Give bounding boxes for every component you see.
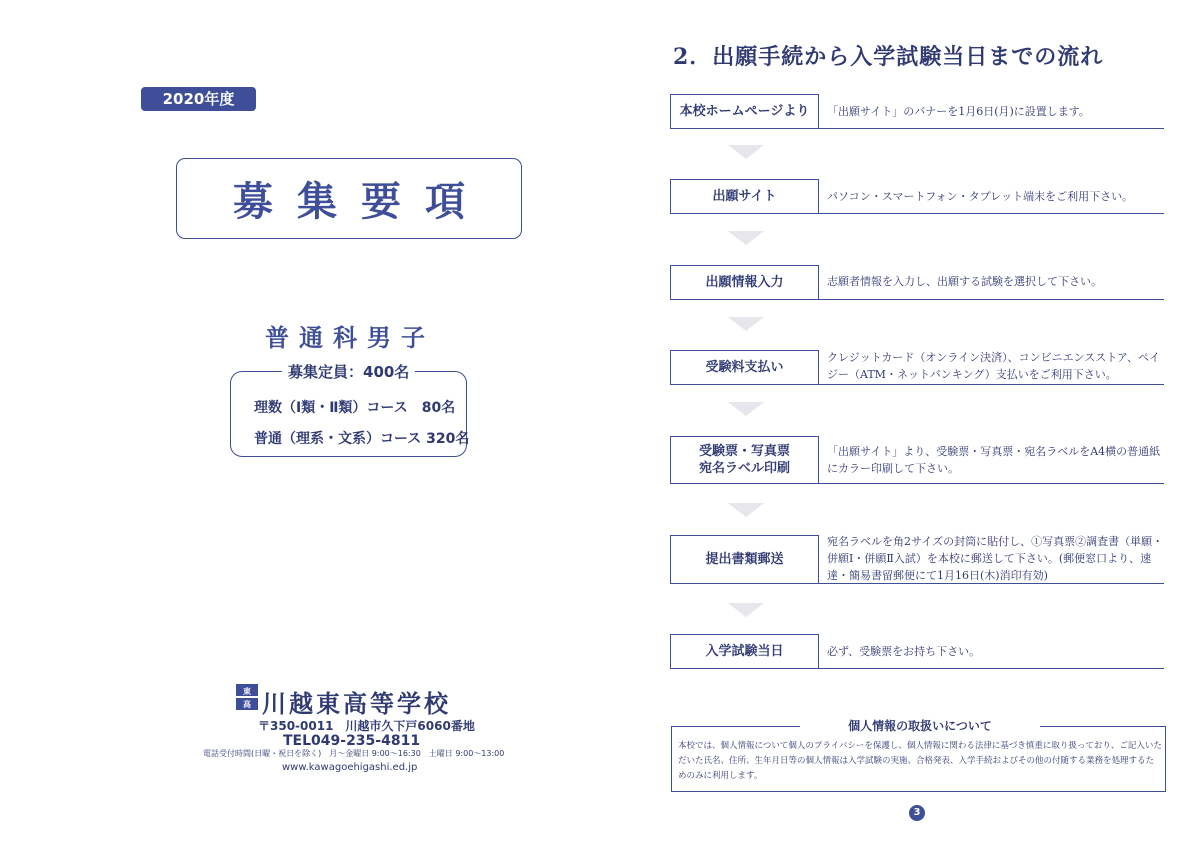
step-divider (819, 299, 1164, 300)
course-item: 理数（Ⅰ類・Ⅱ類）コース 80名 (254, 400, 456, 416)
course-item: 普通（理系・文系）コース 320名 (254, 431, 470, 447)
step-label: 受験票・写真票 宛名ラベル印刷 (670, 436, 819, 484)
phone-hours: 電話受付時間(日曜・祝日を除く) 月～金曜日 9:00～16:30 土曜日 9:00～13:00 (203, 749, 505, 758)
title-box (176, 158, 522, 239)
privacy-title: 個人情報の取扱いについて (800, 717, 1040, 734)
department-heading: 普通科男子 (265, 324, 435, 352)
school-url: www.kawagoehigashi.ed.jp (282, 762, 418, 773)
step-label: 提出書類郵送 (670, 535, 819, 584)
step-label: 本校ホームページより (670, 94, 819, 129)
flow-arrow-icon (728, 145, 764, 159)
flow-arrow-icon (728, 317, 764, 331)
step-description: クレジットカード（オンライン決済）、コンビニエンスストア、ペイジー（ATM・ネットバンキング）支払いをご利用下さい。 (827, 351, 1161, 381)
step-divider (819, 213, 1164, 214)
page-title: 募集要項 (233, 178, 489, 225)
page-number: 3 (909, 805, 925, 821)
capacity-label: 募集定員：400名 (282, 361, 415, 382)
privacy-text: 本校では、個人情報について個人のプライバシーを保護し、個人情報に関わる法律に基づき慎重に取り扱っており、ご記入いただいた氏名、住所、生年月日等の個人情報は入学試験の実施、合格発表、入学手続およびその他の付随する業務を処理するためのみに利用します。 (678, 741, 1162, 781)
school-tel: TEL049-235-4811 (283, 733, 421, 749)
step-description: パソコン・スマートフォン・タブレット端末をご利用下さい。 (827, 190, 1134, 203)
svg-text:高: 高 (243, 700, 251, 709)
school-logo-text: 東 (243, 687, 251, 696)
step-label: 出願サイト (670, 179, 819, 214)
flow-arrow-icon (728, 503, 764, 517)
step-description: 「出願サイト」のバナーを1月6日(月)に設置します。 (827, 105, 1090, 118)
flow-arrow-icon (728, 231, 764, 245)
flow-arrow-icon (728, 603, 764, 617)
step-divider (819, 483, 1164, 484)
step-description: 必ず、受験票をお持ち下さい。 (827, 645, 981, 658)
flow-arrow-icon (728, 402, 764, 416)
school-name: 川越東高等学校 (262, 690, 451, 718)
school-address: 〒350-0011 川越市久下戸6060番地 (258, 719, 475, 733)
step-divider (819, 128, 1164, 129)
step-description: 「出願サイト」より、受験票・写真票・宛名ラベルをA4横の普通紙にカラー印刷して下さい。 (827, 445, 1161, 475)
step-divider (819, 668, 1164, 669)
step-description: 宛名ラベルを角2サイズの封筒に貼付し、①写真票②調査書（単願・併願Ⅰ・併願Ⅱ入試）を本校に郵送して下さい。(郵便窓口より、速達・簡易書留郵便にて1月16日(木)消印有効) (827, 535, 1164, 582)
step-label: 入学試験当日 (670, 634, 819, 669)
year-badge: 2020年度 (141, 87, 256, 111)
school-logo-icon (236, 684, 258, 710)
step-label: 出願情報入力 (670, 265, 819, 300)
step-label: 受験料支払い (670, 350, 819, 385)
section-title: 2．出願手続から入学試験当日までの流れ (673, 44, 1104, 70)
step-divider (819, 384, 1164, 385)
step-description: 志願者情報を入力し、出願する試験を選択して下さい。 (827, 275, 1102, 288)
